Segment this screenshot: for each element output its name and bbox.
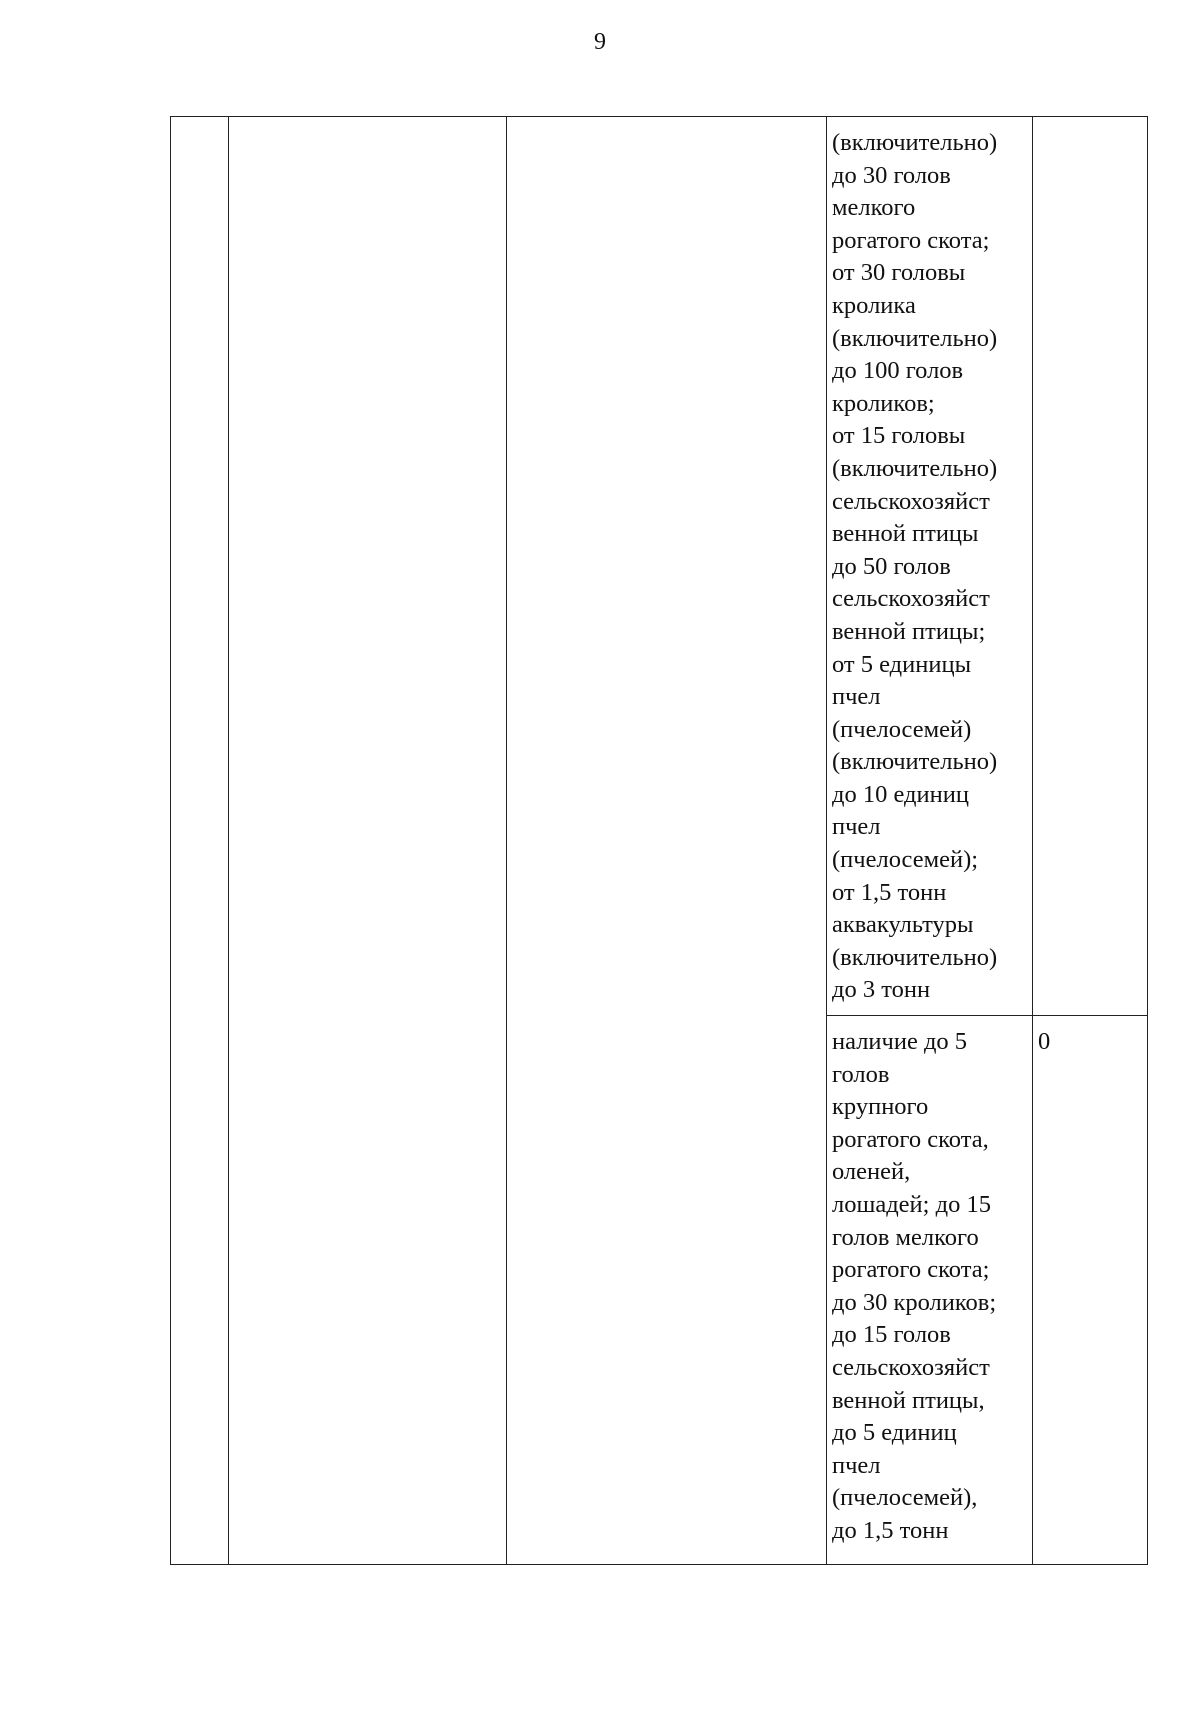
score-cell <box>1033 1016 1148 1565</box>
score-value: 0 <box>1038 1028 1051 1055</box>
number-column-cell <box>171 117 229 1565</box>
name-column-cell <box>229 117 507 1565</box>
criteria-text: (включительно) до 30 голов мелкого рогатого скота; от 30 головы кролика (включительно) до 100 голов кроликов; от 15 головы (включительно) сельскохозяйст венной птицы до 50 голов сельскохозяйст венной птицы; от 5 единицы пчел (пчелосемей) (включительно) до 10 единиц пчел (пчелосемей); от 1,5 тонн аквакультуры (включительно) до 3 тонн <box>832 129 998 1004</box>
criteria-table <box>170 116 1148 1565</box>
criteria-cell <box>827 117 1033 1016</box>
score-cell <box>1033 117 1148 1016</box>
criteria-cell <box>827 1016 1033 1565</box>
score-value <box>1033 117 1147 127</box>
table-row <box>171 117 1148 1016</box>
indicator-column-cell <box>507 117 827 1565</box>
page-number: 9 <box>594 29 606 55</box>
criteria-text: наличие до 5 голов крупного рогатого скота, оленей, лошадей; до 15 голов мелкого рогатого скота; до 30 кроликов; до 15 голов сельскохозяйст венной птицы, до 5 единиц пчел (пчелосемей), до 1,5 тонн <box>832 1028 997 1544</box>
